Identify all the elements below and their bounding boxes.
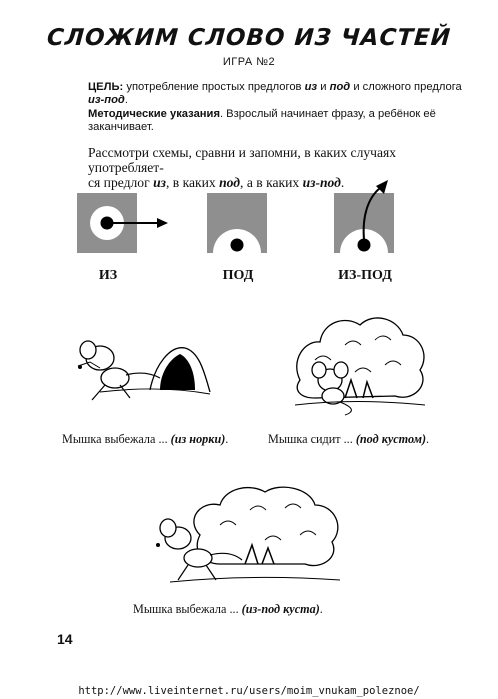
game-subtitle: ИГРА №2 <box>222 56 276 68</box>
source-url: http://www.liveinternet.ru/users/moim_vnukam_poleznoe/ <box>78 685 420 697</box>
mouse-from-burrow-illustration <box>60 330 220 420</box>
diagram-iz-pod <box>332 176 412 260</box>
diagram-pod <box>205 190 275 260</box>
page-title: СЛОЖИМ СЛОВО ИЗ ЧАСТЕЙ <box>46 25 452 51</box>
caption-iz-pod: Мышка выбежала ... (из-под куста). <box>133 602 323 616</box>
instruction-paragraph: Рассмотри схемы, сравни и запомни, в каких случаях употребляет- ся предлог из, в каких под, а в каких из-под. <box>88 145 397 190</box>
method-paragraph: Методические указания. Взрослый начинает фразу, а ребёнок её заканчивает. <box>88 108 436 133</box>
caption-iz: Мышка выбежала ... (из норки). <box>62 432 229 446</box>
mouse-under-bush-illustration <box>285 310 435 420</box>
caption-pod: Мышка сидит ... (под кустом). <box>268 432 430 446</box>
page-number: 14 <box>57 631 73 647</box>
arrow-up-right-icon <box>376 180 388 194</box>
goal-label: ЦЕЛЬ: <box>88 81 124 93</box>
goal-paragraph: ЦЕЛЬ: употребление простых предлогов из и под и сложного предлога из-под. <box>88 81 462 106</box>
diagram-label-pod: ПОД <box>222 268 254 283</box>
diagram-iz <box>75 190 175 260</box>
method-label: Методические указания <box>88 108 220 120</box>
mouse-from-under-bush-illustration <box>150 480 350 595</box>
arrow-right-icon <box>157 218 168 228</box>
diagram-label-iz-pod: ИЗ-ПОД <box>338 268 392 283</box>
diagram-label-iz: ИЗ <box>98 268 118 283</box>
